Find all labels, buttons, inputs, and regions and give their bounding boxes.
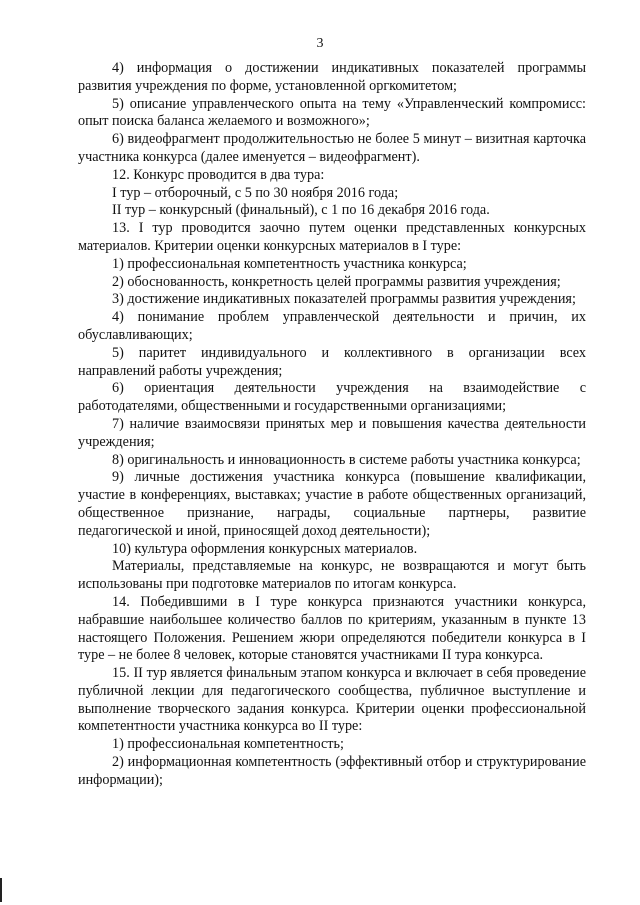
- page-number: 3: [316, 36, 324, 51]
- paragraph: 13. I тур проводится заочно путем оценки представленных конкурсных материалов. Критерии оценки конкурсных материалов в I туре:: [78, 220, 586, 254]
- paragraph: 15. II тур является финальным этапом конкурса и включает в себя проведение публичной лекции для педагогического сообщества, публичное выступление и выполнение творческого задания конкурса. Критерии оценки профессиональной компетентности участника конкурса во II туре:: [78, 665, 586, 735]
- paragraph: II тур – конкурсный (финальный), с 1 по 16 декабря 2016 года.: [112, 202, 490, 219]
- paragraph: 3) достижение индикативных показателей программы развития учреждения;: [112, 291, 576, 308]
- paragraph: 6) ориентация деятельности учреждения на взаимодействие с работодателями, общественными и государственными организациями;: [78, 380, 586, 415]
- paragraph: 1) профессиональная компетентность;: [112, 736, 344, 753]
- paragraph: 6) видеофрагмент продолжительностью не более 5 минут – визитная карточка участника конкурса (далее именуется – видеофрагмент).: [78, 131, 586, 165]
- paragraph: 2) обоснованность, конкретность целей программы развития учреждения;: [112, 273, 561, 290]
- paragraph: 14. Победившими в I туре конкурса признаются участники конкурса, набравшие наибольшее количество баллов по критериям, указанным в пункте 13 настоящего Положения. Решением жюри определяются победители конкурса в I туре – не более 8 человек, которые становятся участниками II тура конкурса.: [78, 593, 586, 664]
- paragraph: 5) описание управленческого опыта на тему «Управленческий компромисс: опыт поиска баланса желаемого и возможного»;: [78, 95, 586, 130]
- paragraph: 4) понимание проблем управленческой деятельности и причин, их обуславливающих;: [78, 309, 586, 343]
- paragraph: 12. Конкурс проводится в два тура:: [112, 166, 325, 183]
- paragraph: 7) наличие взаимосвязи принятых мер и повышения качества деятельности учреждения;: [78, 415, 586, 450]
- scan-edge-mark: [0, 878, 2, 902]
- paragraph: 9) личные достижения участника конкурса (повышение квалификации, участие в конференциях, выставках; участие в работе общественных организаций, общественное признание, награды, социальные партнеры, развитие педагогической и иной, приносящей доход деятельности);: [78, 469, 586, 539]
- paragraph: 8) оригинальность и инновационность в системе работы участника конкурса;: [112, 451, 581, 468]
- paragraph: 4) информация о достижении индикативных показателей программы развития учреждения по форме, установленной оргкомитетом;: [78, 60, 586, 94]
- paragraph: 1) профессиональная компетентность участника конкурса;: [112, 255, 467, 272]
- paragraph: Материалы, представляемые на конкурс, не возвращаются и могут быть использованы при подготовке материалов по итогам конкурса.: [78, 558, 586, 593]
- paragraph: 2) информационная компетентность (эффективный отбор и структурирование информации);: [78, 754, 586, 788]
- document-body: [78, 60, 586, 790]
- paragraph: 10) культура оформления конкурсных материалов.: [112, 540, 418, 557]
- paragraph: 5) паритет индивидуального и коллективного в организации всех направлений работы учреждения;: [78, 344, 586, 379]
- paragraph: I тур – отборочный, с 5 по 30 ноября 2016 года;: [112, 184, 399, 201]
